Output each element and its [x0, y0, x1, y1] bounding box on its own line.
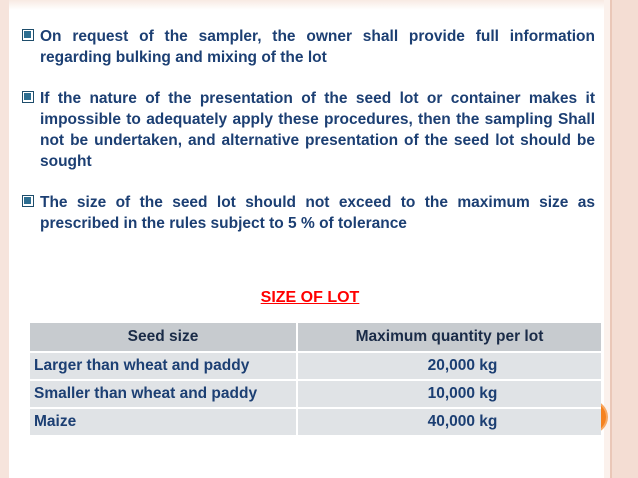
bullet-item	[22, 88, 597, 172]
checkbox-bullet-icon	[22, 195, 34, 207]
table-header-cell: Seed size	[30, 323, 297, 352]
bullet-item	[22, 26, 597, 68]
bullet-text: The size of the seed lot should not exceed to the maximum size as prescribed in the rules subject to 5 % of tolerance	[40, 194, 595, 232]
table-cell-seed-size: Larger than wheat and paddy	[30, 352, 297, 380]
table-row	[30, 352, 601, 380]
table-cell-quantity: 20,000 kg	[297, 352, 601, 380]
lot-size-table	[30, 323, 601, 437]
bullet-text: If the nature of the presentation of the seed lot or container makes it impossible to adequately apply these procedures, then the sampling Shall not be undertaken, and alternative presentation of the seed lot should be sought	[40, 90, 595, 170]
frame-right	[612, 0, 638, 478]
table-header-cell: Maximum quantity per lot	[297, 323, 601, 352]
bullet-item	[22, 192, 597, 234]
table-row	[30, 408, 601, 436]
table-header-row	[30, 323, 601, 352]
bullet-text: On request of the sampler, the owner shall provide full information regarding bulking and mixing of the lot	[40, 28, 595, 66]
section-title: SIZE OF LOT	[260, 289, 360, 306]
frame-left	[0, 0, 9, 478]
bullet-list	[22, 26, 597, 254]
frame-top	[0, 0, 638, 10]
table-cell-quantity: 40,000 kg	[297, 408, 601, 436]
checkbox-bullet-icon	[22, 91, 34, 103]
table-cell-seed-size: Smaller than wheat and paddy	[30, 380, 297, 408]
table-cell-seed-size: Maize	[30, 408, 297, 436]
table-cell-quantity: 10,000 kg	[297, 380, 601, 408]
checkbox-bullet-icon	[22, 29, 34, 41]
table-row	[30, 380, 601, 408]
